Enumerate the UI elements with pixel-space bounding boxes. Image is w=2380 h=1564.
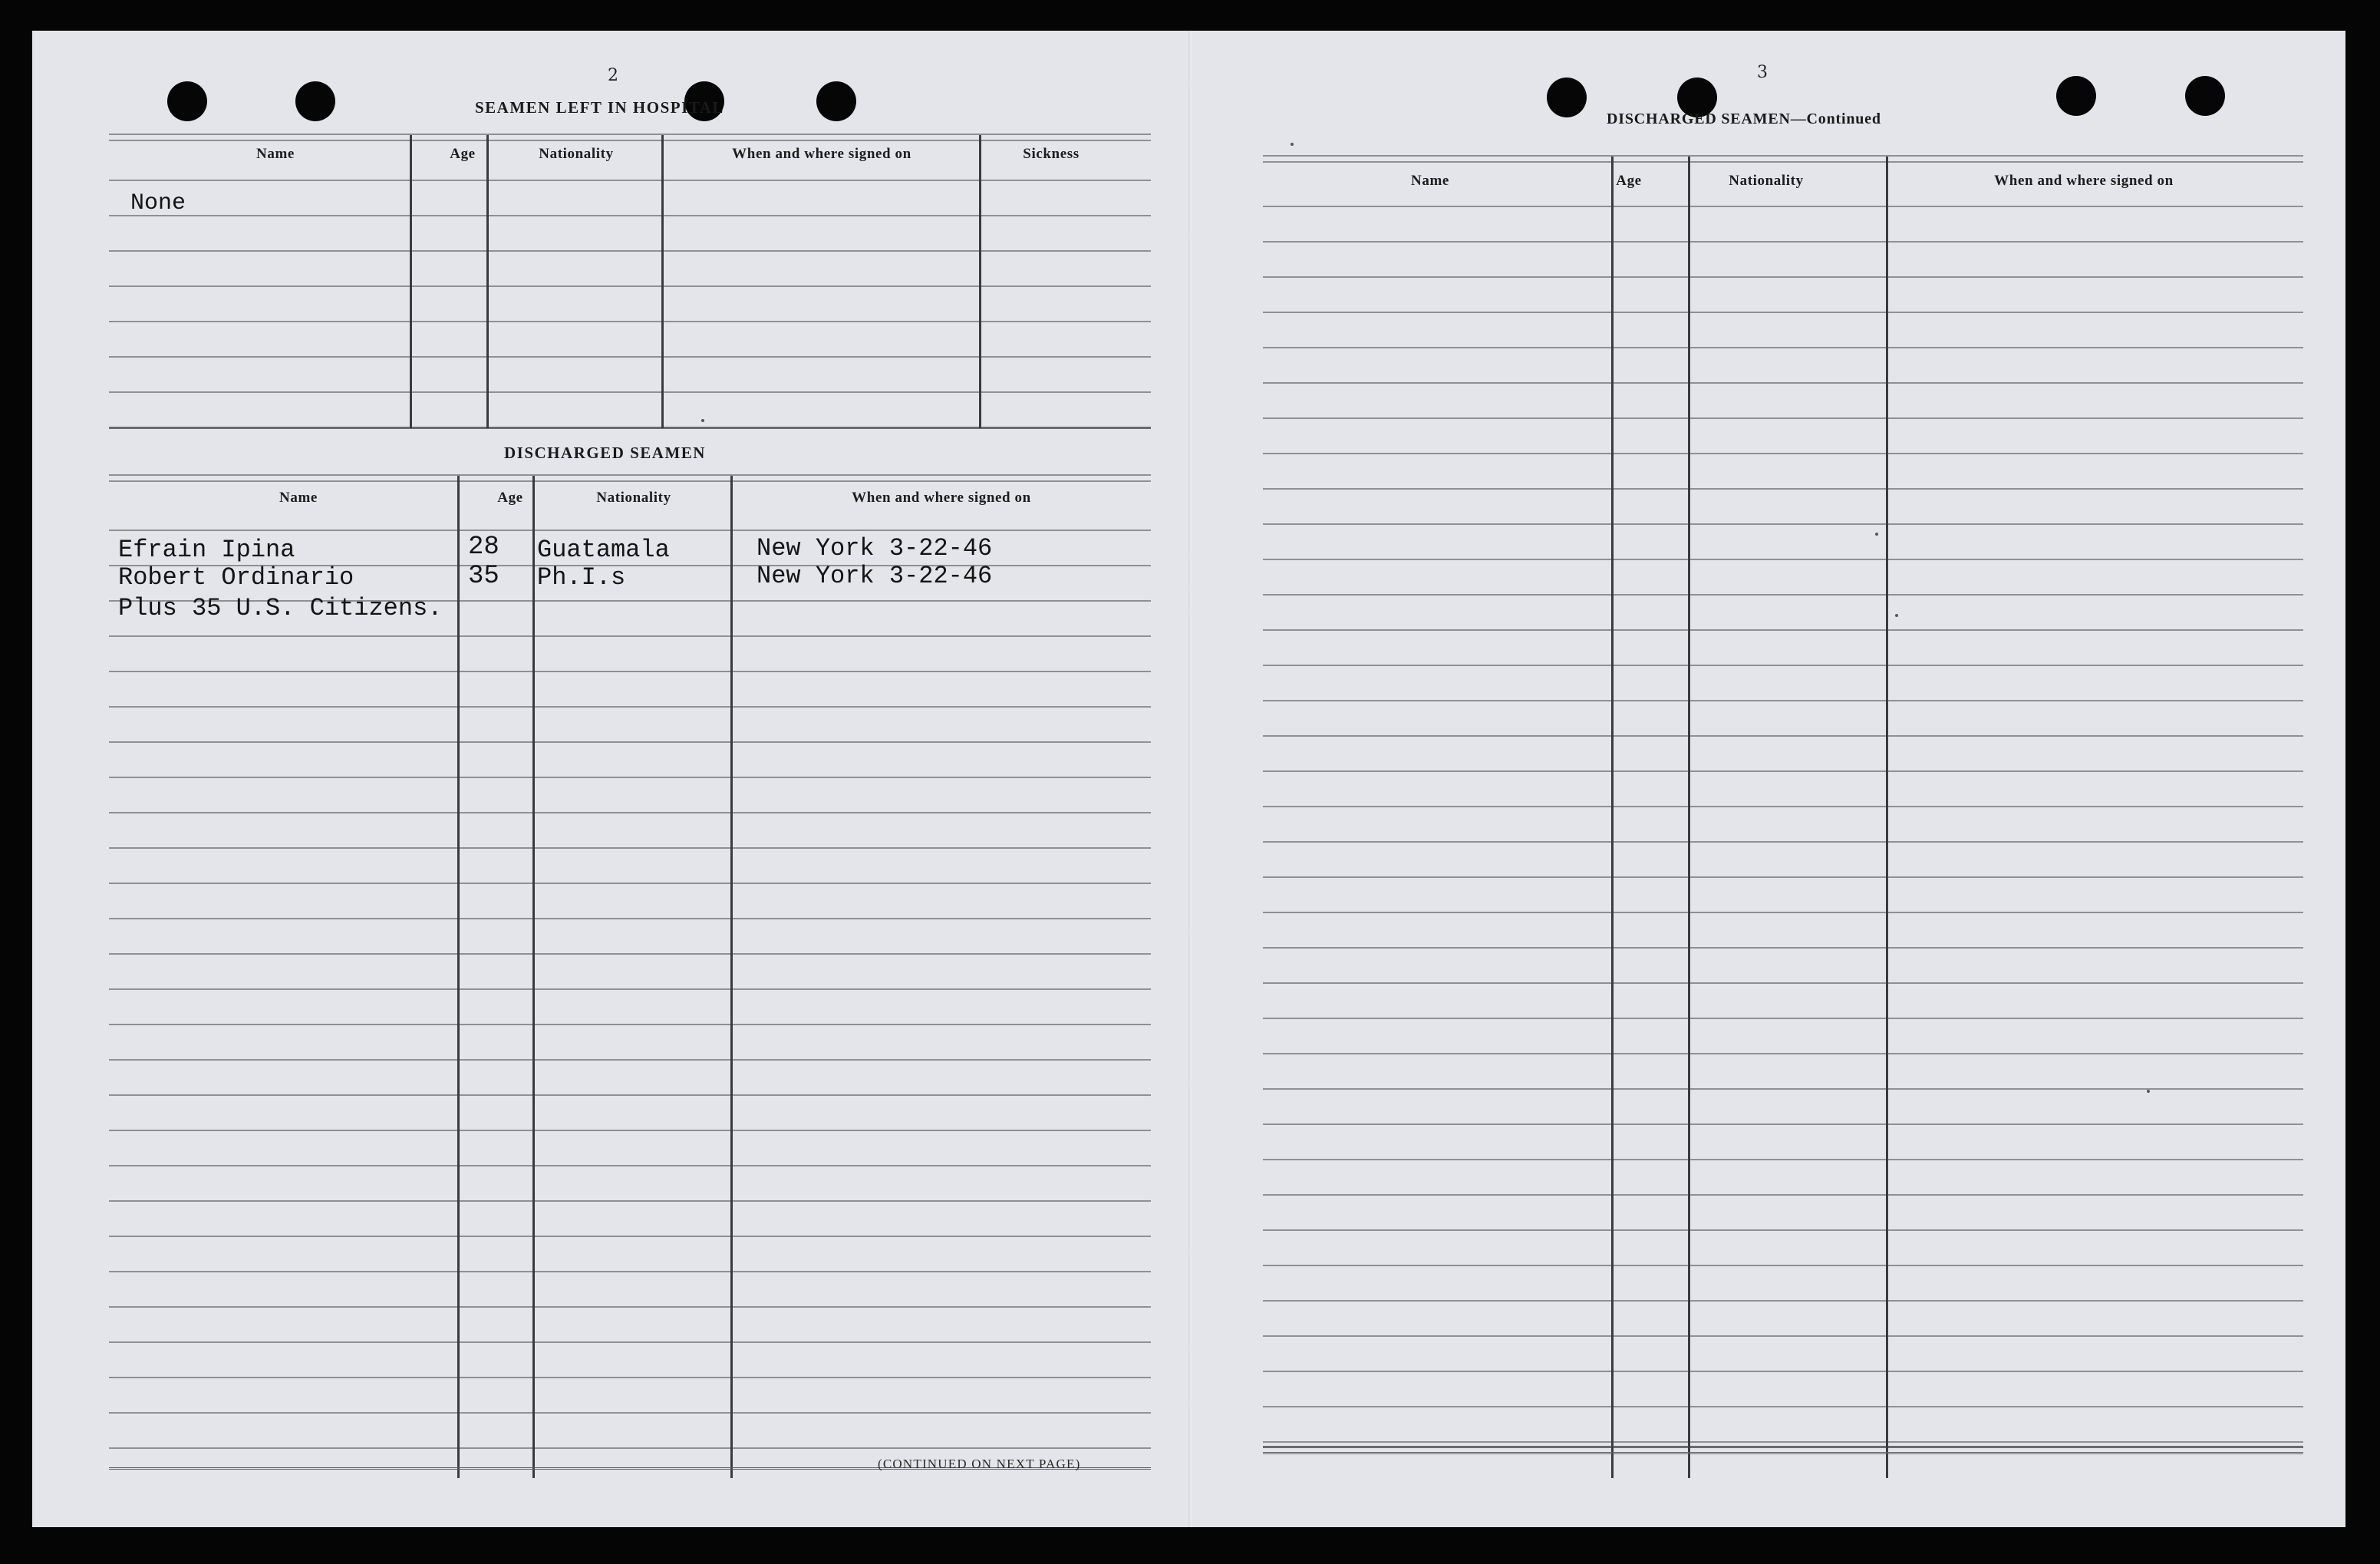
col-header-name: Name <box>279 490 318 506</box>
punch-hole <box>1547 78 1587 117</box>
discharged-section-title: DISCHARGED SEAMEN <box>504 444 706 462</box>
col-header-sickness: Sickness <box>1023 146 1080 162</box>
row-nationality: Guatamala <box>537 536 670 564</box>
col-header-signed-on: When and where signed on <box>1994 173 2174 189</box>
col-header-age: Age <box>1616 173 1642 189</box>
page-number-right: 3 <box>1757 63 1768 82</box>
scan-speck <box>701 419 704 422</box>
document-sheet <box>32 31 2345 1527</box>
row-signed-on: New York 3-22-46 <box>757 562 993 590</box>
col-header-age: Age <box>450 146 476 162</box>
page-number-left: 2 <box>608 66 618 85</box>
row-nationality: Ph.I.s <box>537 563 626 592</box>
hospital-row-name: None <box>130 190 186 216</box>
col-header-signed-on: When and where signed on <box>732 146 911 162</box>
punch-hole <box>2185 76 2225 116</box>
col-header-name: Name <box>256 146 295 162</box>
punch-hole <box>2056 76 2096 116</box>
row-name: Efrain Ipina <box>118 536 295 564</box>
punch-hole <box>295 81 335 121</box>
col-header-name: Name <box>1411 173 1449 189</box>
row-age: 35 <box>468 562 499 591</box>
row-signed-on: New York 3-22-46 <box>757 534 993 563</box>
col-header-nationality: Nationality <box>596 490 671 506</box>
scan-speck <box>2147 1090 2150 1093</box>
col-header-nationality: Nationality <box>539 146 614 162</box>
punch-hole <box>816 81 856 121</box>
row-name: Robert Ordinario <box>118 563 354 592</box>
scan-speck <box>1895 614 1898 617</box>
row-age: 28 <box>468 533 499 562</box>
row-name: Plus 35 U.S. Citizens. <box>118 594 443 622</box>
hospital-section-title: SEAMEN LEFT IN HOSPITAL <box>475 98 724 117</box>
col-header-signed-on: When and where signed on <box>852 490 1031 506</box>
col-header-nationality: Nationality <box>1729 173 1804 189</box>
col-header-age: Age <box>497 490 523 506</box>
continued-note: (CONTINUED ON NEXT PAGE) <box>878 1457 1081 1471</box>
page-fold <box>1188 31 1192 1527</box>
continued-section-title: DISCHARGED SEAMEN—Continued <box>1607 111 1881 127</box>
scan-speck <box>1291 143 1294 146</box>
scan-speck <box>1875 533 1878 536</box>
punch-hole <box>167 81 207 121</box>
